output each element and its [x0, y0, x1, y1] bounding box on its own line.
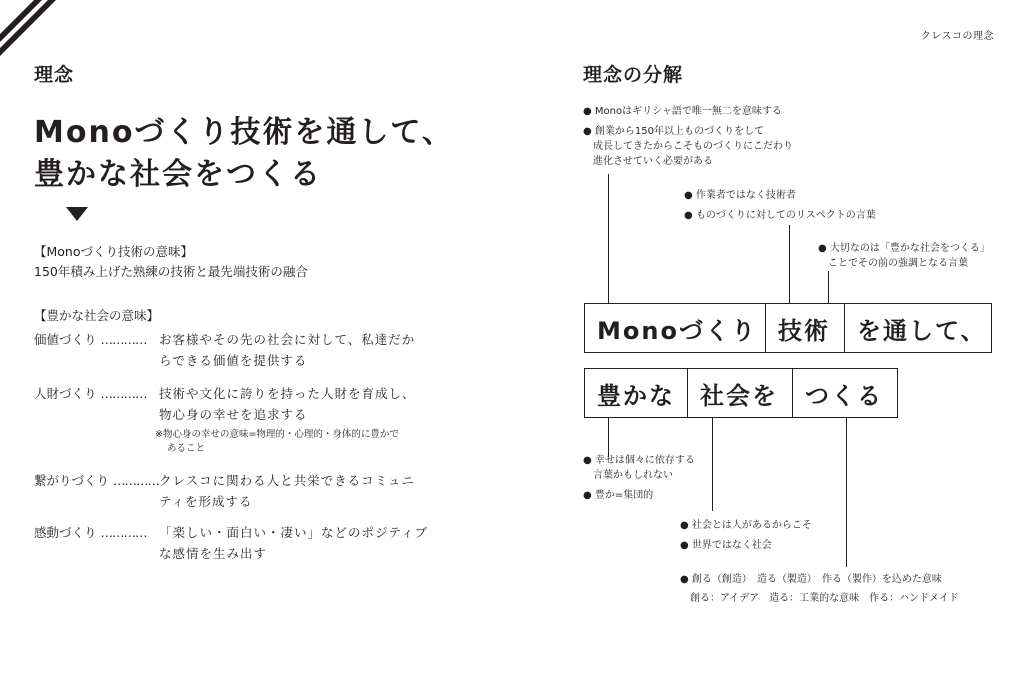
box-yutakana: 豊かな: [585, 369, 688, 417]
mono-heading: 【Monoづくり技術の意味】: [34, 244, 194, 259]
down-triangle-icon: [66, 207, 88, 221]
item-note-jinzai: ※物心身の幸せの意味=物理的・心理的・身体的に豊かで あること: [155, 429, 399, 454]
slogan-line-2: 豊かな社会をつくる: [34, 157, 322, 192]
breakdown-box-row-2: [584, 368, 898, 418]
item-desc-kachi: お客様やその先の社会に対して、私達だか らできる価値を提供する: [159, 332, 416, 368]
item-label-kachi: 価値づくり …………: [34, 332, 147, 347]
note-group-tooshite: ● 大切なのは「豊かな社会をつくる」 ことでその前の強調となる言葉: [818, 243, 990, 269]
connector-shakai: [712, 417, 713, 511]
connector-yutaka: [608, 417, 609, 457]
box-tsukuru: つくる: [805, 381, 883, 410]
connector-gijutsu: [789, 225, 790, 303]
breakdown-box-row-1: [584, 303, 992, 353]
yutaka-heading: 【豊かな社会の意味】: [34, 308, 160, 323]
page-title-bunkai: 理念の分解: [583, 64, 684, 86]
mono-text: 150年積み上げた熟練の技術と最先端技術の融合: [34, 264, 308, 279]
note-group-gijutsu: ● 作業者ではなく技術者 ● ものづくりに対してのリスペクトの言葉: [684, 190, 876, 221]
item-desc-jinzai: 技術や文化に誇りを持った人財を育成し、 物心身の幸せを追求する: [159, 386, 416, 422]
connector-mono: [608, 174, 609, 303]
box-wo-tooshite: を通して、: [857, 316, 987, 345]
note-group-mono: ● Monoはギリシャ語で唯一無二を意味する ● 創業から150年以上ものづくりをして 成長してきたからこそものづくりにこだわり 進化させていく必要がある: [583, 106, 793, 167]
note-group-yutaka: ● 幸せは個々に依存する 言葉かもしれない ● 豊か=集団的: [583, 455, 695, 501]
connector-tsukuru: [846, 417, 847, 567]
item-label-tsunagari: 繋がりづくり …………: [34, 473, 159, 488]
page-title-rinen: 理念: [34, 64, 75, 86]
item-desc-tsunagari: クレスコに関わる人と共栄できるコミュニ ティを形成する: [159, 473, 415, 509]
item-label-kando: 感動づくり …………: [34, 525, 147, 540]
corner-stripes-decoration: [0, 0, 60, 60]
note-group-tsukuru: ● 創る（創造） 造る（製造） 作る（製作）を込めた意味 創る：アイデア 造る：工業的な意味 作る：ハンドメイド: [680, 574, 959, 604]
note-group-shakai: ● 社会とは人があるからこそ ● 世界ではなく社会: [680, 520, 812, 551]
slogan-line-1: Monoづくり技術を通して、: [34, 115, 454, 150]
slogan: [34, 112, 454, 196]
box-shakai-wo: 社会を: [688, 369, 793, 417]
box-mono-zukuri: Monoづくり: [585, 304, 766, 352]
item-desc-kando: 「楽しい・面白い・凄い」などのポジティブ な感情を生み出す: [159, 525, 429, 561]
box-gijutsu: 技術: [766, 304, 845, 352]
header-label: クレスコの理念: [920, 31, 994, 42]
connector-tooshite: [828, 271, 829, 303]
item-label-jinzai: 人財づくり …………: [34, 386, 147, 401]
